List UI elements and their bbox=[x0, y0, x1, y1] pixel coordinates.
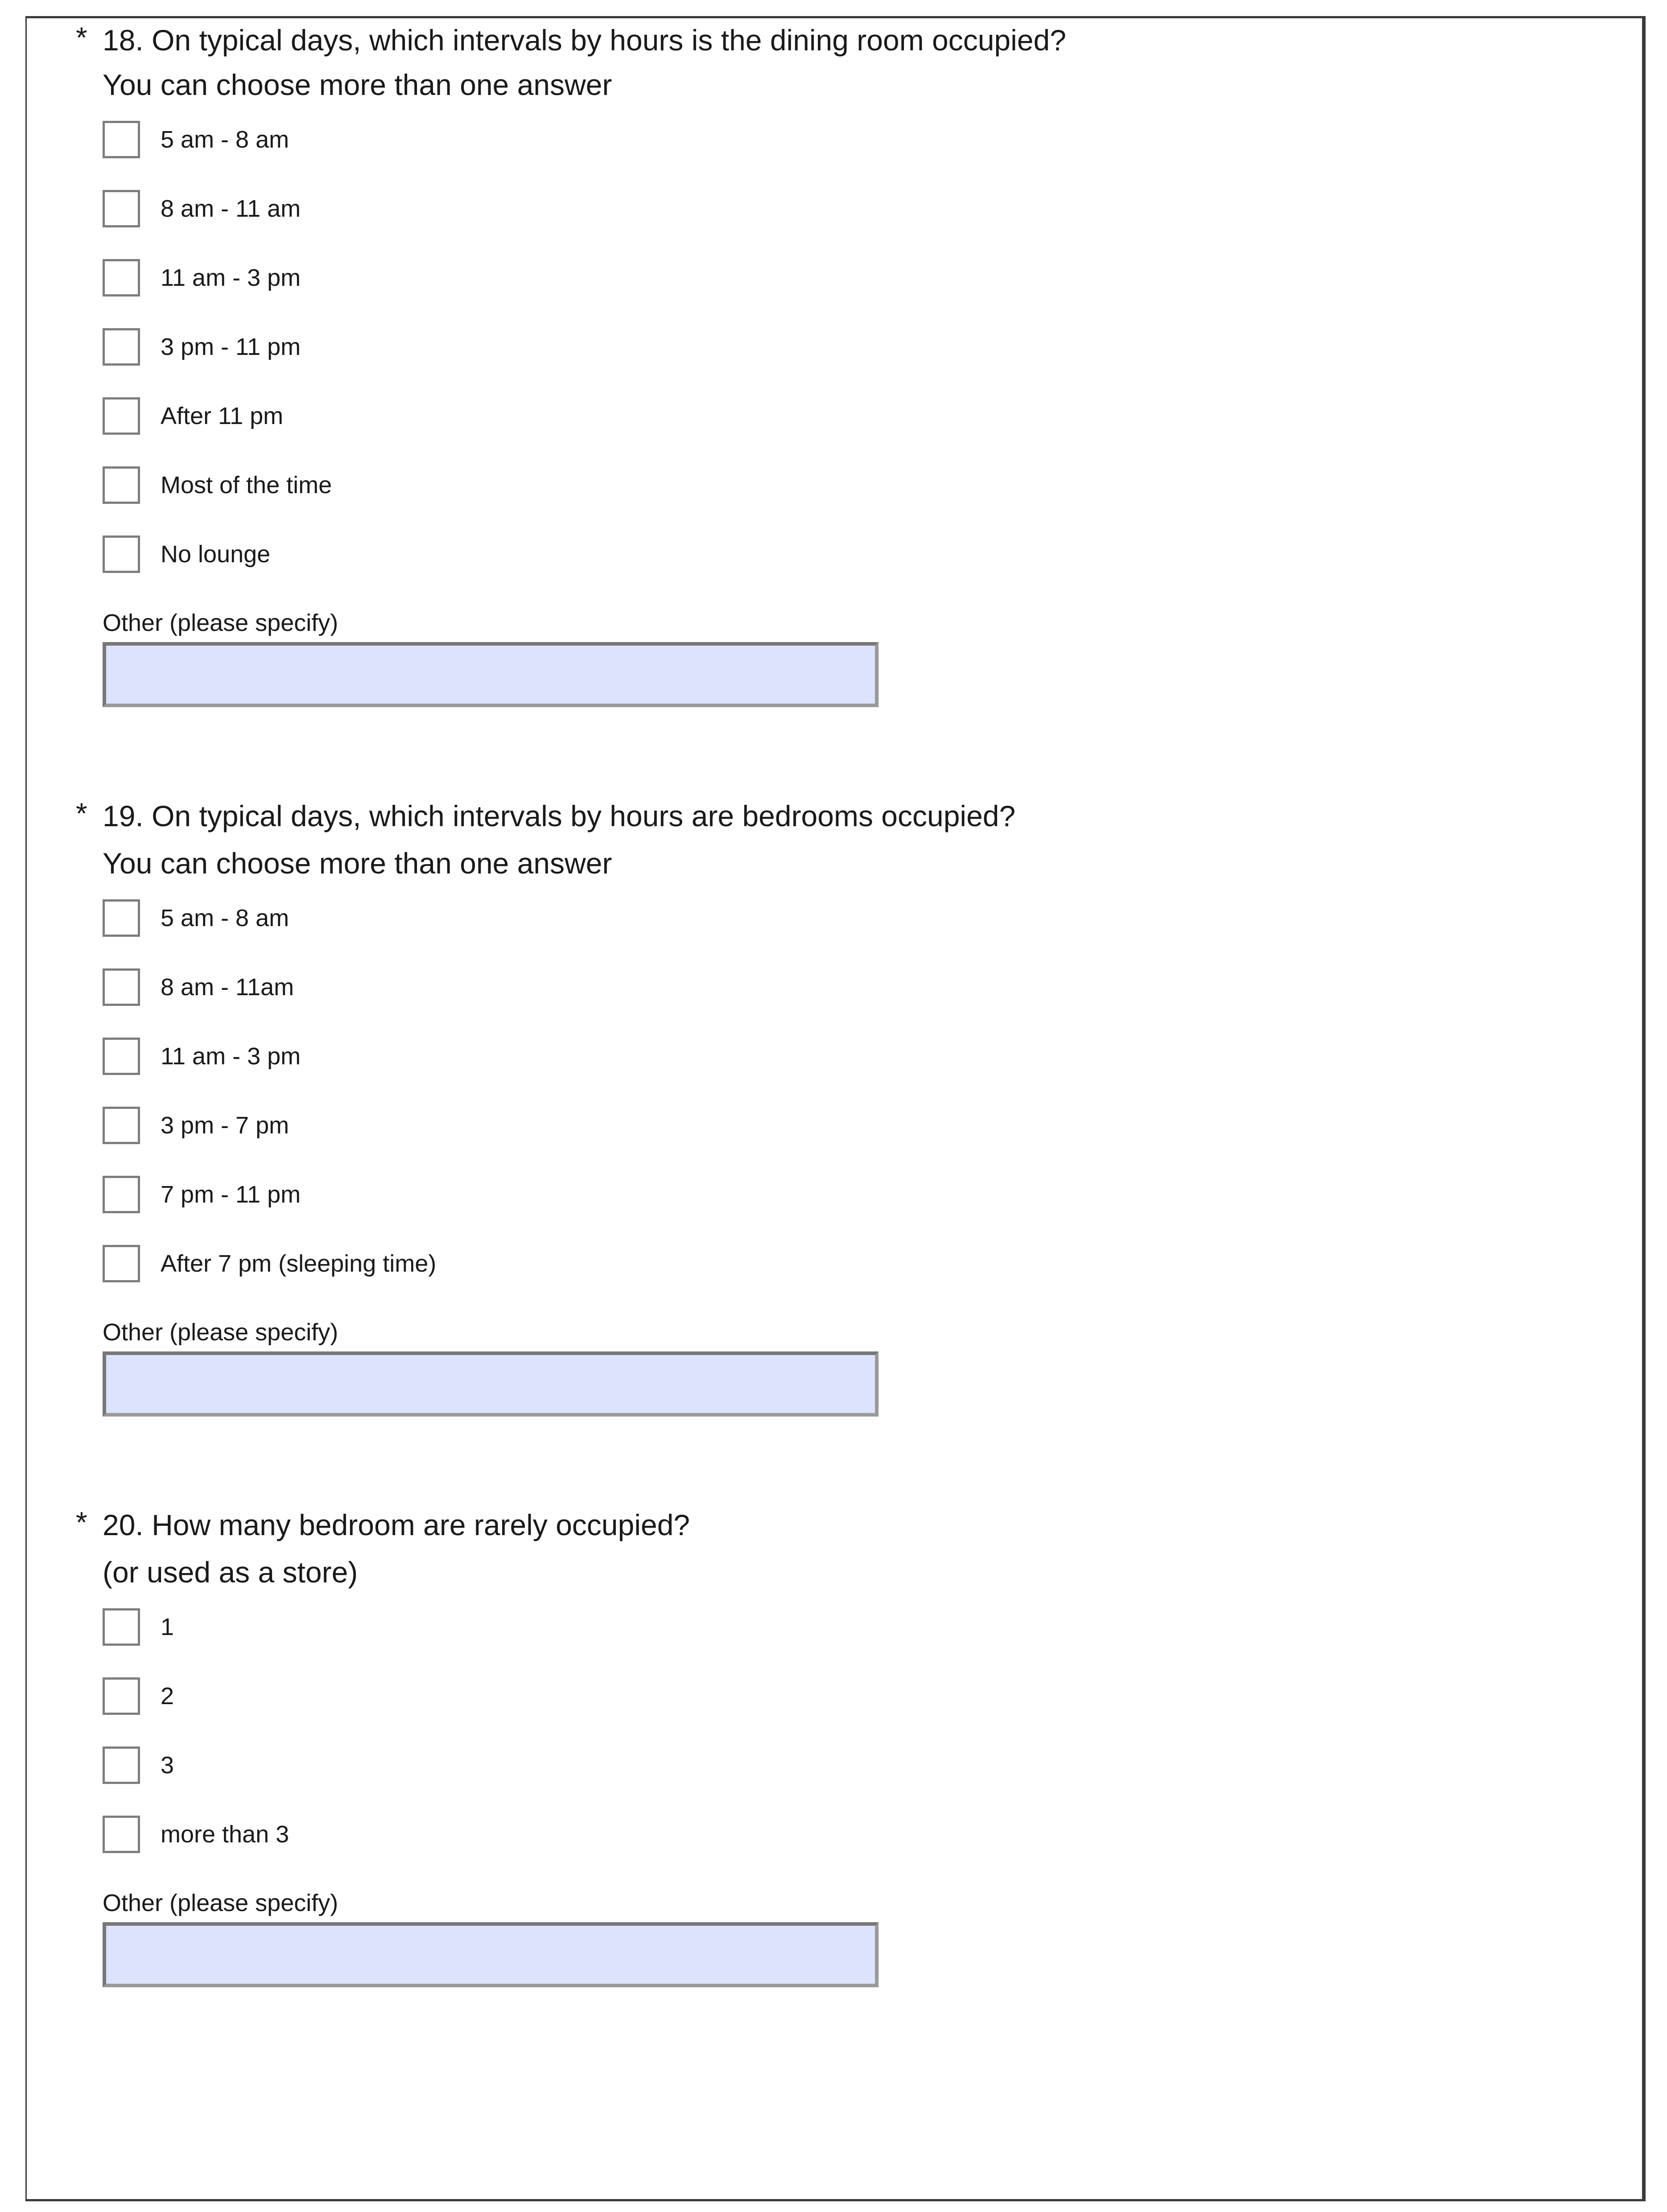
checkbox[interactable] bbox=[103, 1608, 140, 1646]
question-title: 20. How many bedroom are rarely occupied? bbox=[103, 1508, 690, 1541]
checkbox[interactable] bbox=[103, 190, 140, 227]
option-label: After 11 pm bbox=[161, 403, 284, 429]
required-asterisk: * bbox=[76, 21, 87, 54]
question-20 bbox=[71, 1503, 1588, 1987]
survey-page-frame bbox=[25, 16, 1646, 2201]
option-no-lounge[interactable] bbox=[103, 535, 1588, 605]
required-asterisk: * bbox=[76, 1506, 87, 1539]
option-label: 3 pm - 7 pm bbox=[161, 1112, 289, 1139]
options-list bbox=[71, 1608, 1588, 1885]
option-8am-11am[interactable] bbox=[103, 968, 1588, 1038]
checkbox[interactable] bbox=[103, 899, 140, 937]
question-title: 19. On typical days, which intervals by hours are bedrooms occupied? bbox=[103, 799, 1016, 832]
checkbox[interactable] bbox=[103, 1816, 140, 1853]
question-18 bbox=[71, 18, 1588, 707]
option-label: 11 am - 3 pm bbox=[161, 264, 301, 291]
option-label: 7 pm - 11 pm bbox=[161, 1181, 301, 1208]
option-label: Most of the time bbox=[161, 472, 332, 498]
checkbox[interactable] bbox=[103, 535, 140, 573]
option-most-of-the-time[interactable] bbox=[103, 466, 1588, 535]
option-after-7pm[interactable] bbox=[103, 1245, 1588, 1314]
option-11am-3pm[interactable] bbox=[103, 259, 1588, 328]
checkbox[interactable] bbox=[103, 1176, 140, 1213]
checkbox[interactable] bbox=[103, 466, 140, 504]
option-5am-8am[interactable] bbox=[103, 899, 1588, 968]
question-title: 18. On typical days, which intervals by hours is the dining room occupied? bbox=[103, 24, 1066, 57]
option-label: 2 bbox=[161, 1683, 174, 1709]
required-asterisk: * bbox=[76, 797, 87, 830]
question-19 bbox=[71, 794, 1588, 1417]
option-more-than-3[interactable] bbox=[103, 1816, 1588, 1885]
option-label: 11 am - 3 pm bbox=[161, 1043, 301, 1070]
option-3[interactable] bbox=[103, 1747, 1588, 1816]
option-label: 8 am - 11am bbox=[161, 974, 294, 1001]
option-label: 5 am - 8 am bbox=[161, 126, 289, 153]
other-specify-input[interactable] bbox=[103, 1922, 879, 1987]
other-label: Other (please specify) bbox=[103, 610, 338, 636]
checkbox[interactable] bbox=[103, 397, 140, 435]
options-list bbox=[71, 121, 1588, 605]
option-label: No lounge bbox=[161, 541, 271, 568]
question-instruction: (or used as a store) bbox=[103, 1556, 358, 1589]
checkbox[interactable] bbox=[103, 968, 140, 1006]
question-header bbox=[71, 18, 1588, 66]
checkbox[interactable] bbox=[103, 1245, 140, 1282]
option-label: 3 bbox=[161, 1752, 174, 1779]
option-8am-11am[interactable] bbox=[103, 190, 1588, 259]
option-label: After 7 pm (sleeping time) bbox=[161, 1250, 437, 1277]
checkbox[interactable] bbox=[103, 121, 140, 158]
question-instruction: You can choose more than one answer bbox=[103, 68, 612, 101]
option-3pm-7pm[interactable] bbox=[103, 1107, 1588, 1176]
checkbox[interactable] bbox=[103, 1038, 140, 1075]
option-label: 3 pm - 11 pm bbox=[161, 334, 301, 360]
option-label: 8 am - 11 am bbox=[161, 195, 301, 222]
option-after-11pm[interactable] bbox=[103, 397, 1588, 466]
checkbox[interactable] bbox=[103, 1747, 140, 1784]
option-3pm-11pm[interactable] bbox=[103, 328, 1588, 397]
option-5am-8am[interactable] bbox=[103, 121, 1588, 190]
question-header bbox=[71, 1503, 1588, 1551]
option-1[interactable] bbox=[103, 1608, 1588, 1677]
option-label: 5 am - 8 am bbox=[161, 905, 289, 931]
checkbox[interactable] bbox=[103, 1677, 140, 1715]
option-label: 1 bbox=[161, 1614, 174, 1640]
option-7pm-11pm[interactable] bbox=[103, 1176, 1588, 1245]
option-11am-3pm[interactable] bbox=[103, 1038, 1588, 1107]
options-list bbox=[71, 899, 1588, 1314]
option-2[interactable] bbox=[103, 1677, 1588, 1747]
option-label: more than 3 bbox=[161, 1821, 289, 1848]
other-label: Other (please specify) bbox=[103, 1890, 338, 1916]
other-label: Other (please specify) bbox=[103, 1319, 338, 1346]
other-specify-input[interactable] bbox=[103, 642, 879, 707]
other-specify-input[interactable] bbox=[103, 1351, 879, 1417]
question-header bbox=[71, 794, 1588, 842]
checkbox[interactable] bbox=[103, 1107, 140, 1144]
question-instruction: You can choose more than one answer bbox=[103, 847, 612, 880]
checkbox[interactable] bbox=[103, 259, 140, 297]
checkbox[interactable] bbox=[103, 328, 140, 366]
